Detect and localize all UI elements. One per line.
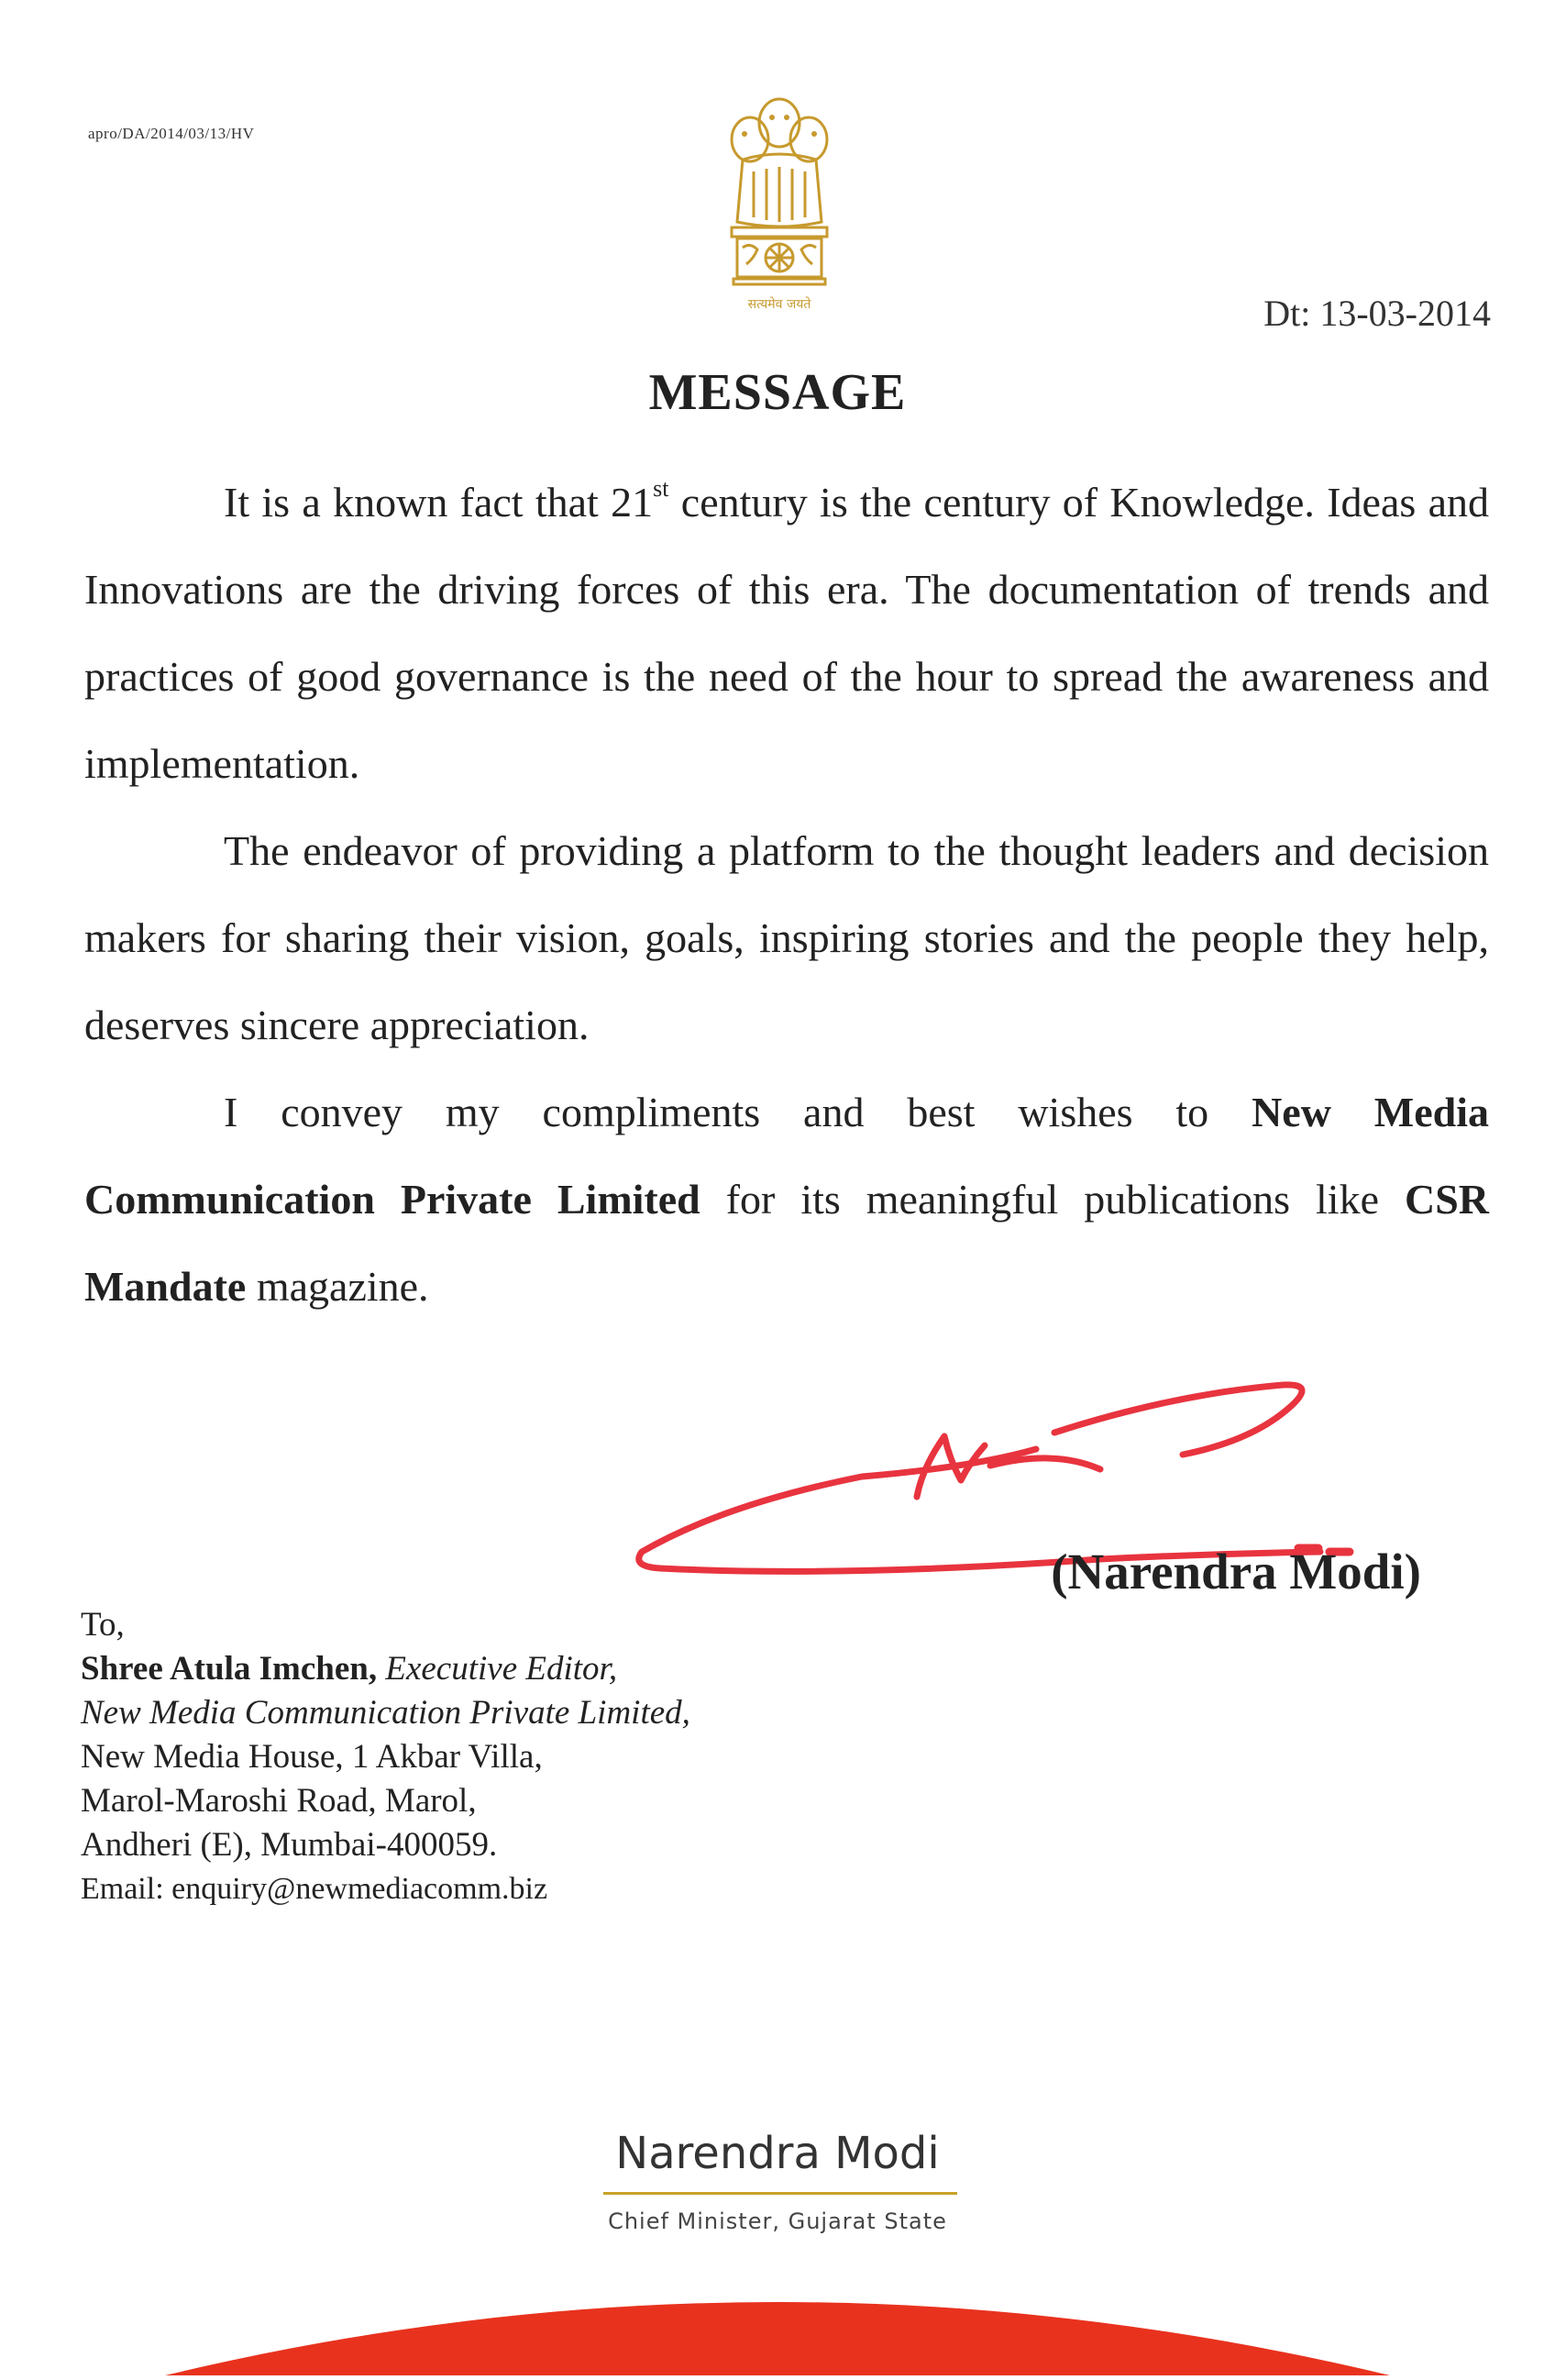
footer-arc-decoration: [0, 2265, 1555, 2375]
recipient-role: Executive Editor,: [385, 1650, 618, 1688]
footer-name: Narendra Modi: [615, 2128, 940, 2179]
address-recipient-line: [81, 1647, 690, 1691]
address-line-3: Andheri (E), Mumbai-400059.: [81, 1826, 498, 1864]
recipient-name: Shree Atula Imchen,: [81, 1650, 378, 1688]
signatory-name: (Narendra Modi): [1051, 1544, 1421, 1600]
paragraph-2: The endeavor of providing a platform to the thought leaders and decision makers for sharing their vision, goals, inspiring stories and the people they help, deserves sincere appreciation.: [84, 827, 1489, 1048]
address-email: Email: enquiry@newmediacomm.biz: [81, 1872, 548, 1906]
address-salutation: To,: [81, 1606, 125, 1644]
reference-number: apro/DA/2014/03/13/HV: [88, 125, 255, 142]
company-name: New Media Communication Private Limited: [84, 1089, 1489, 1223]
red-arc-icon: [0, 2265, 1555, 2375]
footer-divider: [603, 2192, 957, 2195]
emblem-motto: सत्यमेव जयते: [747, 297, 811, 312]
address-company: New Media Communication Private Limited,: [81, 1694, 690, 1732]
footer-title: Chief Minister, Gujarat State: [608, 2208, 947, 2234]
letter-date: Dt: 13-03-2014: [1263, 293, 1491, 334]
paragraph-1: It is a known fact that 21st century is the century of Knowledge. Ideas and Innovations are the driving forces of this era. The documentation of trends and practices of good governance is the need of the hour to spread the awareness and implementation.: [84, 475, 1490, 787]
state-emblem: [706, 84, 853, 332]
state-emblem-icon: [706, 84, 853, 332]
message-body: [84, 459, 1489, 1330]
paragraph-3: I convey my compliments and best wishes to New Media Communication Private Limited for its meaningful publications like CSR Mandate magazine.: [84, 1089, 1489, 1310]
recipient-address: [81, 1603, 690, 1911]
address-line-2: Marol-Maroshi Road, Marol,: [81, 1782, 477, 1820]
magazine-name: CSR Mandate: [84, 1176, 1489, 1310]
message-heading: MESSAGE: [648, 364, 907, 421]
address-line-1: New Media House, 1 Akbar Villa,: [81, 1738, 543, 1776]
